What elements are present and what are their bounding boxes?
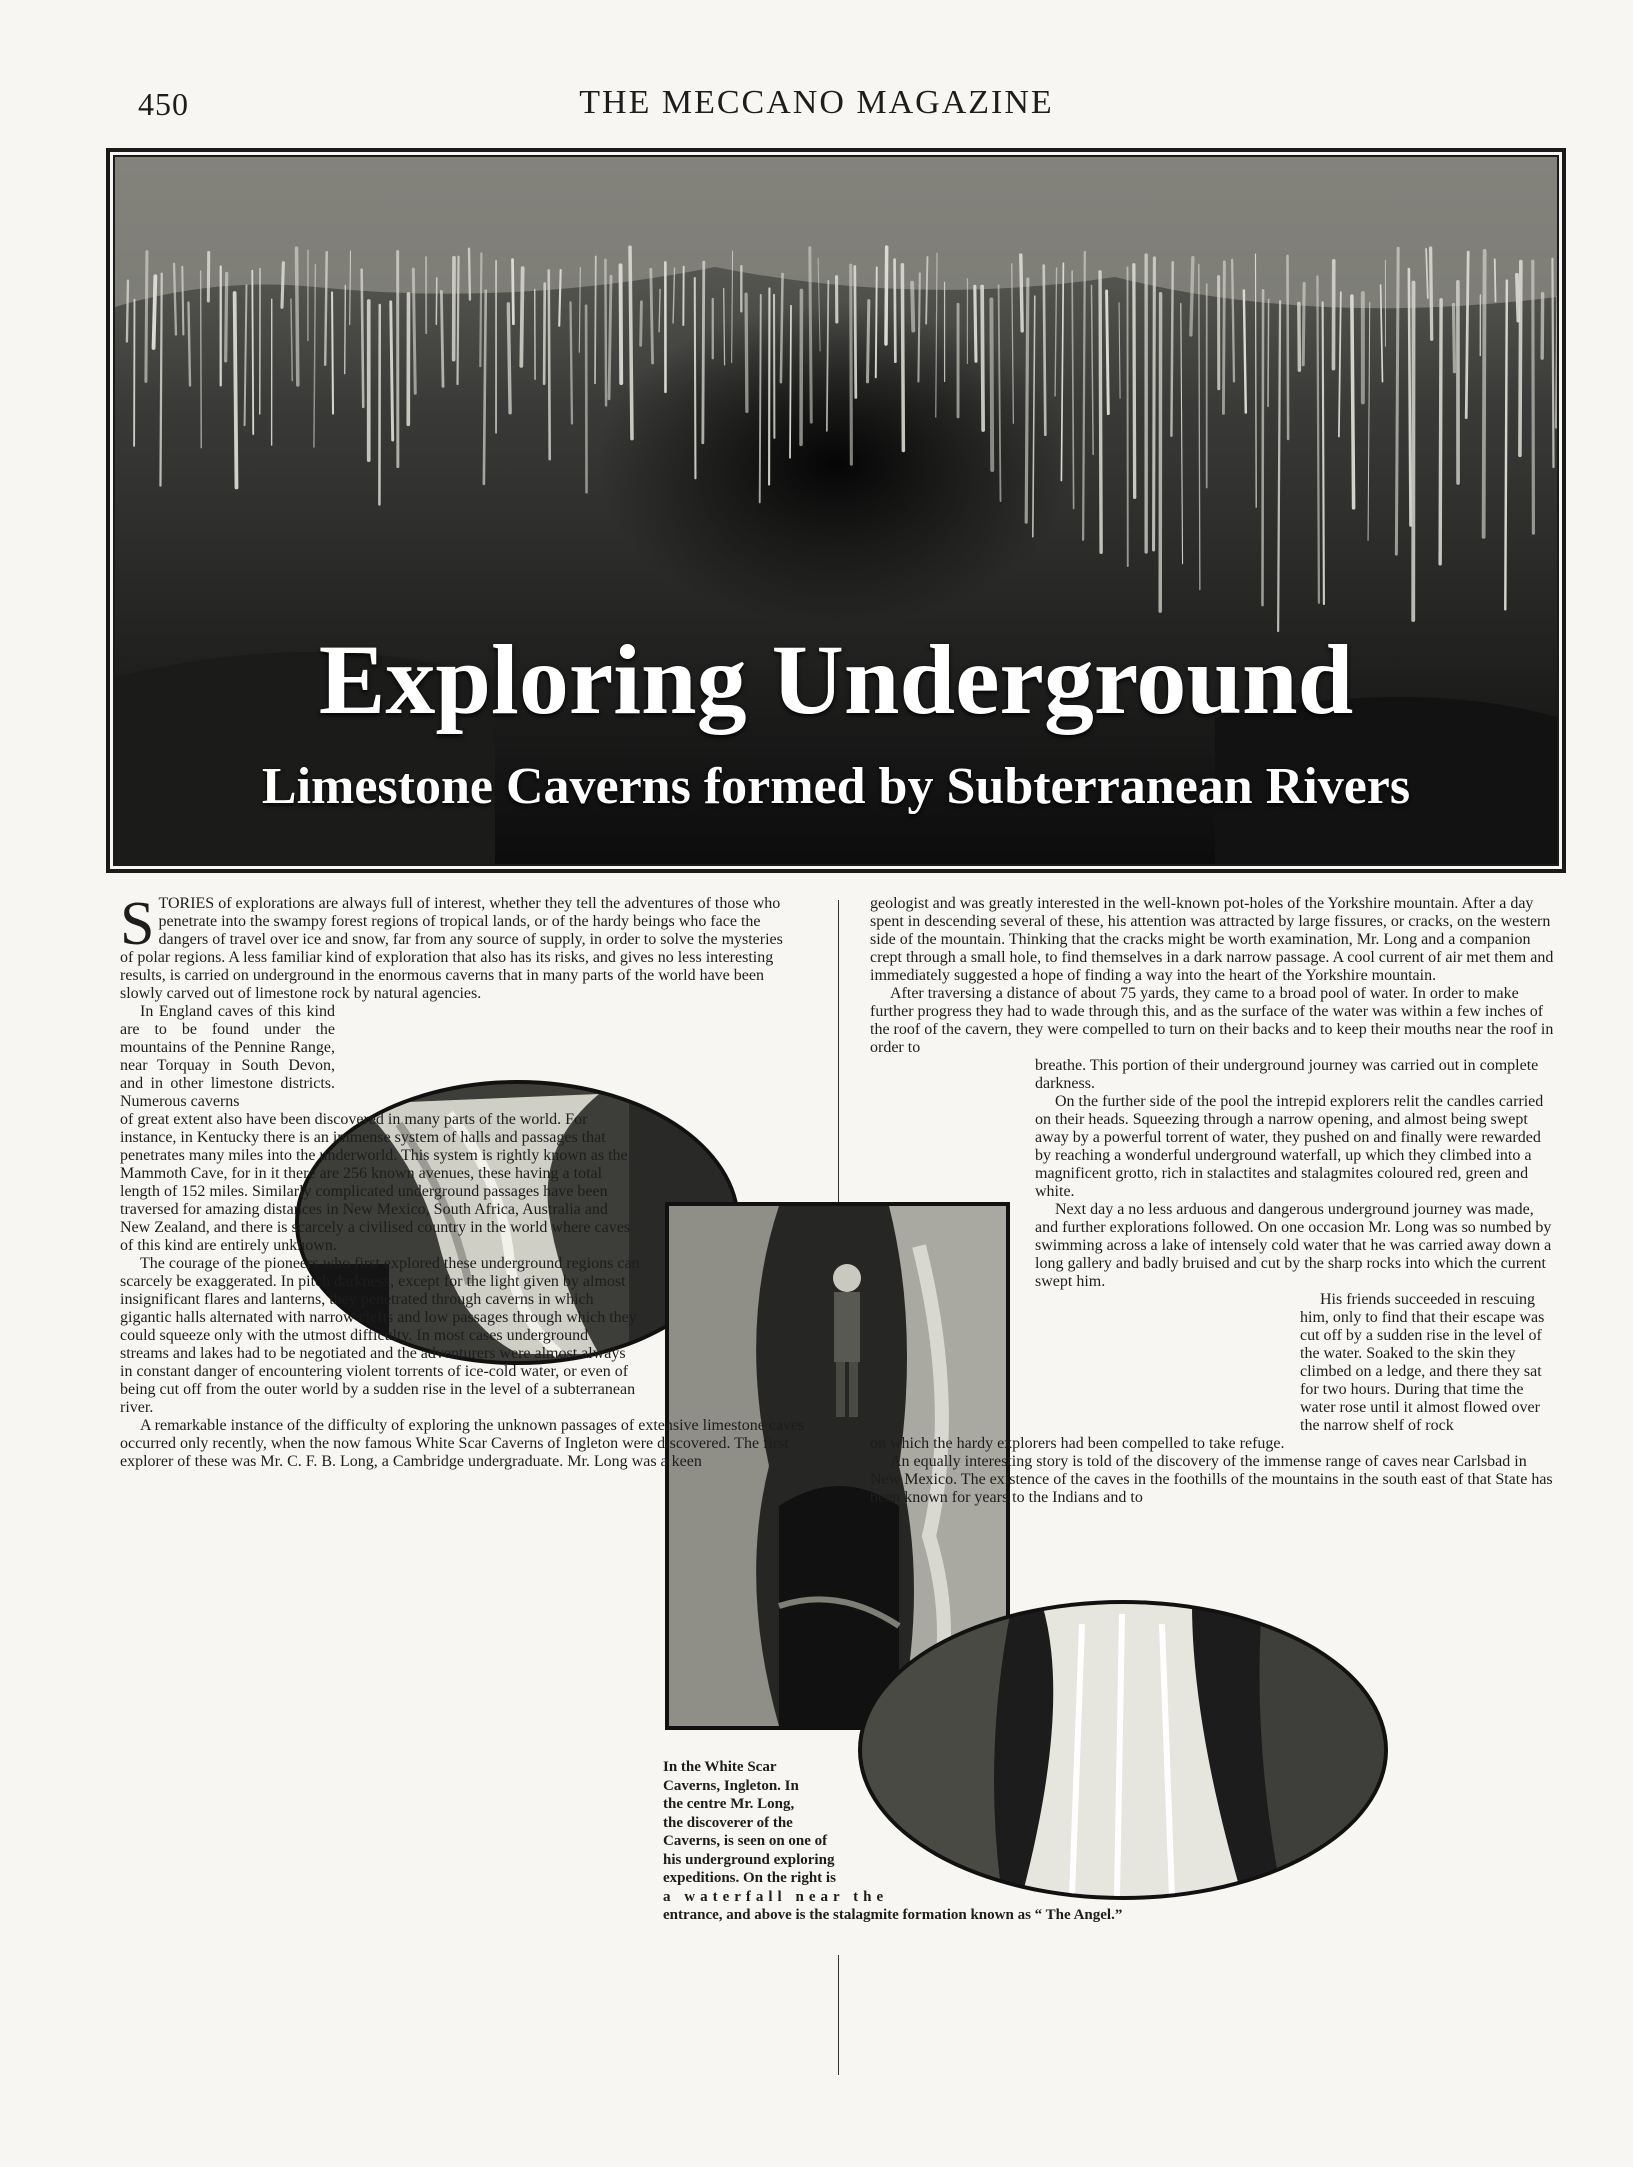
running-title: THE MECCANO MAGAZINE [579, 84, 1054, 121]
stalactite [855, 267, 856, 398]
stalactite [1026, 279, 1028, 522]
stalactite [1191, 258, 1193, 335]
stalactite [1431, 248, 1432, 339]
article-paragraph: His friends succeeded in rescuing him, only to find that their escape was cut off by a sudden rise in the level of the water. Soaked to the skin they climbed on a ledge, and there they sat for two hours. During that time the water rose until it almost flowed over the narrow shelf of rock [1300, 1291, 1545, 1434]
stalactite [1223, 262, 1224, 414]
stalactite [252, 271, 253, 434]
stalactite [413, 269, 415, 393]
stalactite [1533, 261, 1534, 533]
page-number: 450 [138, 86, 189, 122]
stalactite [1552, 259, 1553, 467]
stalactite [1396, 248, 1398, 554]
stalactite [182, 267, 183, 335]
stalactite [391, 302, 393, 440]
stalactite [1517, 275, 1518, 321]
stalactite [895, 260, 896, 362]
article-paragraph: geologist and was greatly interested in the well-known pot-holes of the Yorkshire mountain. After a day spent in descending several of these, his attention was attracted by large fissures, or cracks, on the western side of the mountain. Thinking that the cracks might be worth examination, Mr. Long and a companion crept through a small hole, to find themselves in a dark narrow passage. A cool current of air met them and immediately suggested a hope of finding a way into the heart of the Yorkshire mountain. [870, 895, 1554, 984]
stalactite [441, 291, 443, 386]
caption-line: a waterfall near the [663, 1888, 889, 1905]
main-title: Exploring Underground [318, 624, 1354, 735]
stalactite [902, 265, 903, 451]
stalactite [851, 265, 852, 464]
stalactite [975, 286, 976, 361]
stalactite [918, 273, 919, 381]
stalactite [1287, 256, 1288, 439]
stalactite [912, 283, 913, 331]
caption-line: Caverns, is seen on one of [663, 1833, 828, 1849]
article-paragraph: breathe. This portion of their underground journey was carried out in complete darkness. [1035, 1057, 1539, 1092]
caption-line: In the White Scar [663, 1759, 777, 1775]
stalactite [724, 289, 725, 365]
stalactite [235, 293, 237, 488]
caption-line: his underground exploring [663, 1851, 835, 1868]
stalactite [1303, 284, 1304, 365]
stalactite [1044, 266, 1046, 435]
stalactite [781, 274, 783, 382]
column-divider-lower [838, 1955, 839, 2075]
stalactite [1495, 259, 1496, 301]
article-paragraph: of great extent also have been discovered in many parts of the world. For instance, in Kentucky there is an immense system of halls and passages that penetrates many miles into the underworld. This system is rightly known as the Mammoth Cave, for in it there are 256 known avenues, these having a total length of 152 miles. Similarly complicated underground passages have been traversed for amazing distances in New Mexico, South Africa, Australia and New Zealand, and there is scarcely a civilised country in the world where caves of this kind are entirely unknown. [120, 1111, 631, 1254]
stalactite [760, 295, 761, 502]
stalactite [345, 285, 346, 373]
stalactite [1255, 254, 1256, 507]
stalactite [1409, 269, 1411, 525]
stalactite [886, 247, 887, 344]
stalactite [1268, 299, 1269, 406]
stalactite [362, 270, 364, 407]
stalactite [810, 248, 811, 422]
stalactite [1107, 291, 1109, 414]
stalactite [621, 265, 622, 383]
stalactite [1440, 300, 1441, 564]
stalactite [469, 249, 470, 300]
stalactite [641, 302, 642, 345]
caption-line: the centre Mr. Long, [663, 1796, 795, 1812]
right-column [870, 895, 1556, 1507]
stalactite [1154, 258, 1155, 550]
stalactite [1100, 272, 1101, 552]
stalactite [1317, 277, 1319, 603]
stalactite [296, 248, 297, 385]
stalactite [746, 294, 747, 411]
stalactite [595, 256, 596, 383]
stalactite [1352, 296, 1354, 508]
article-paragraph: On the further side of the pool the intrepid explorers relit the candles carried on their heads. Squeezing through a narrow opening, and almost being swept away by a powerful torrent of water, they pushed on and finally were rewarded by reaching a wonderful underground waterfall, up which they climbed into a magnificent grotto, rich in stalactites and stalagmites coloured red, green and white. [1035, 1093, 1544, 1200]
stalactite [160, 274, 161, 486]
paragraph-text: TORIES of explorations are always full of interest, whether they tell the adventures of those who penetrate into the swampy forest regions of tropical lands, or of the hardy beings who face the dangers of travel over ice and snow, far from any source of supply, in order to solve the mysteries of polar regions. A less familiar kind of exploration that also has its risks, and gives no less interesting results, is carried on underground in the enormous caverns that in many parts of the world have been slowly carved out of limestone rock by natural agencies. [120, 895, 783, 1002]
caption-line: the discoverer of the [663, 1814, 793, 1831]
article-paragraph: An equally interesting story is told of the discovery of the immense range of caves near Carlsbad in New Mexico. The existence of the caves in the foothills of the mountains in the south east of that State has been known for years to the Indians and to [870, 1453, 1553, 1506]
stalactite [1484, 251, 1485, 537]
article-paragraph: A remarkable instance of the difficulty of exploring the unknown passages of extensive limestone caves occurred only recently, when the now famous White Scar Caverns of Ingleton were discovered. The first explorer of these was Mr. C. F. B. Long, a Cambridge undergraduate. Mr. Long was a keen [120, 1417, 805, 1470]
stalactite [282, 263, 283, 307]
article-paragraph: Next day a no less arduous and dangerous underground journey was made, and further explorations followed. On one occasion Mr. Long was so numbed by swimming across a lake of intensely cold water that he was carried away down a long gallery and badly bruised and cut by the sharp rocks into which the current swept him. [1035, 1201, 1552, 1290]
stalactite [605, 260, 606, 406]
article-paragraph: on which the hardy explorers had been compelled to take refuge. [870, 1435, 1285, 1452]
stalactite [226, 273, 227, 361]
caption-line: expeditions. On the right is [663, 1870, 836, 1886]
stalactite [559, 270, 560, 326]
stalactite [695, 278, 696, 478]
dropcap: S [120, 890, 155, 958]
stalactite [146, 252, 147, 382]
stalactite [127, 281, 128, 342]
caption-line: entrance, and above is the stalagmite formation known as “ The Angel.” [663, 1907, 1123, 1923]
stalactite [325, 252, 327, 365]
stalactite [630, 247, 632, 438]
stalactite [991, 299, 992, 470]
stalactite [609, 276, 611, 399]
stalactite [651, 269, 653, 363]
stalactite [201, 271, 202, 448]
stalactite [508, 304, 510, 413]
stalactite [982, 286, 983, 430]
article-paragraph: The courage of the pioneers who first explored these underground regions can scarcely be exaggerated. In pitch darkness, except for the light given by almost insignificant flares and lanterns, they penetrated through caverns in which gigantic halls alternated with narrow clefts and low passages through which they could squeeze only with the utmost difficulty. In most cases underground streams and lakes had to be negotiated and the adventurers were almost always in constant danger of encountering violent torrents of ice-cold water, or even of being cut off from the outer world by a sudden rise in the level of a subterranean river. [120, 1255, 640, 1416]
stalactite [521, 268, 522, 366]
stalactite [1323, 302, 1324, 604]
left-column [120, 890, 805, 1471]
article-paragraph: After traversing a distance of about 75 yards, they came to a broad pool of water. In order to make further progress they had to wade through this, and as the surface of the water was within a few inches of the roof of the cavern, they were compelled to turn on their backs and to keep their mouths near the roof in order to [870, 985, 1554, 1056]
stalactite [1171, 262, 1172, 436]
header-cave-photo [113, 155, 1559, 866]
stalactite [1466, 252, 1468, 418]
stalactite [790, 306, 791, 458]
stalactite [1262, 290, 1263, 605]
photo-caption [663, 1758, 1263, 1925]
stalactite [1021, 255, 1022, 331]
stalactite [549, 270, 550, 459]
stalactite [513, 260, 514, 324]
stalactite [868, 301, 869, 382]
stalactite [703, 262, 704, 443]
stalactite [332, 292, 333, 413]
stalactite [876, 267, 877, 377]
stalactite [188, 303, 190, 386]
article-paragraph: In England caves of this kind are to be found under the mountains of the Pennine Range, near Torquay in South Devon, and in other limestone districts. Numerous caverns [120, 1003, 335, 1110]
caption-line: Caverns, Ingleton. In [663, 1777, 799, 1794]
stalactite [1505, 281, 1507, 610]
stalactite [1299, 303, 1300, 370]
stalactite [571, 302, 572, 423]
stalactite [1134, 265, 1135, 498]
stalactite [544, 284, 545, 384]
stalactite [1520, 262, 1521, 456]
stalactite [1454, 304, 1455, 371]
stalactite [480, 253, 481, 366]
stalactite [458, 257, 459, 384]
subtitle: Limestone Caverns formed by Subterranean Rivers [261, 758, 1411, 815]
stalactite [154, 276, 156, 348]
article-paragraph [120, 890, 800, 1003]
